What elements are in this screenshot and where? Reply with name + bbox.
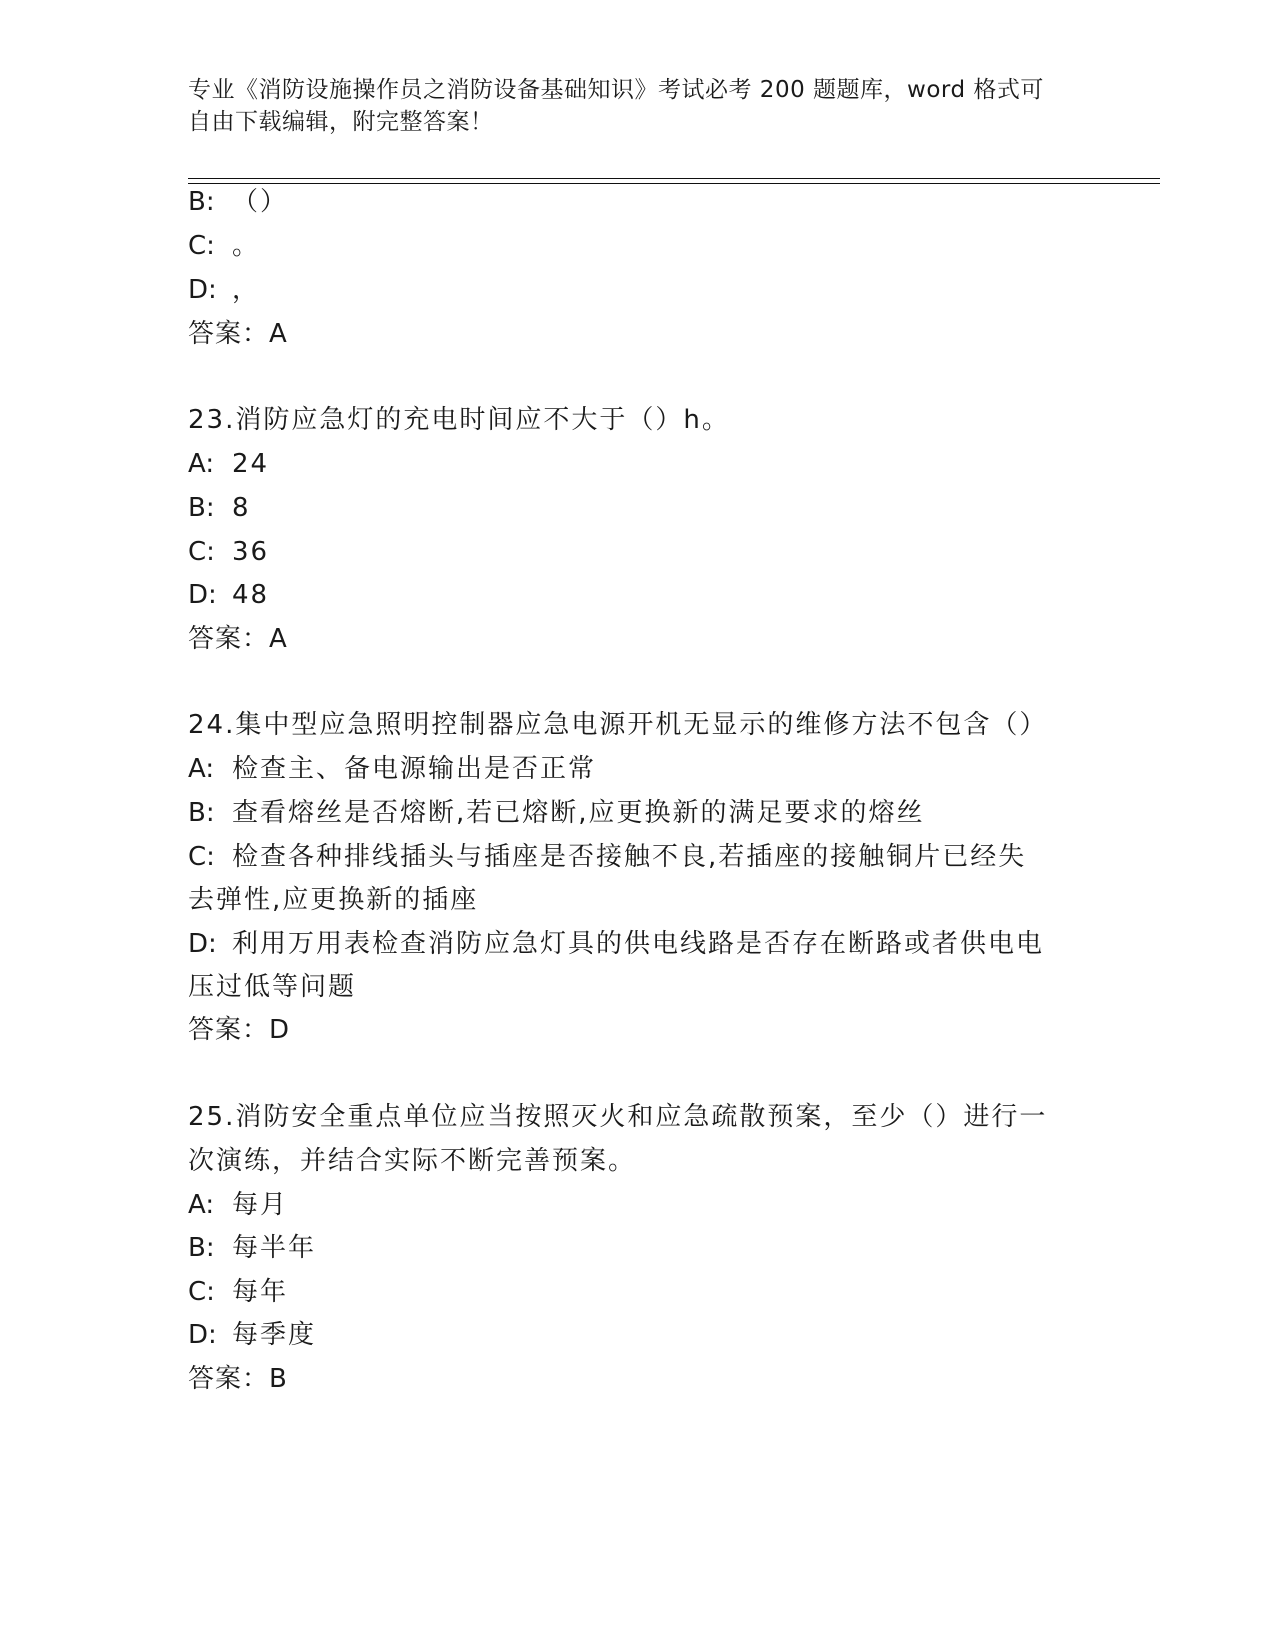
q24-answer: 答案：D	[188, 1015, 291, 1045]
header-divider-bottom	[188, 183, 1160, 184]
option-text: 8	[232, 493, 251, 523]
option-text: 48	[232, 580, 270, 610]
option-label: A:	[188, 754, 215, 784]
option-label: C:	[188, 537, 215, 567]
option-text: 36	[232, 537, 270, 567]
option-label: C:	[188, 842, 215, 872]
header-divider-top	[188, 178, 1160, 179]
q25-stem-continued: 次演练，并结合实际不断完善预案。	[188, 1146, 637, 1176]
option-text: 检查各种排线插头与插座是否接触不良,若插座的接触铜片已经失	[232, 842, 1027, 872]
q25-option-b	[188, 1231, 316, 1265]
q24-option-d	[188, 927, 1044, 961]
q25-stem: 25.消防安全重点单位应当按照灭火和应急疏散预案，至少（）进行一	[188, 1102, 1048, 1132]
q22-option-d	[188, 273, 260, 307]
option-label: D:	[188, 275, 217, 305]
q23-option-c	[188, 535, 269, 569]
option-text: （）	[232, 187, 289, 217]
q24-option-a	[188, 752, 596, 786]
q22-answer: 答案：A	[188, 319, 288, 349]
option-text: 24	[232, 449, 270, 479]
option-text: 查看熔丝是否熔断,若已熔断,应更换新的满足要求的熔丝	[232, 798, 925, 828]
option-text: 。	[232, 231, 261, 261]
option-label: D:	[188, 580, 217, 610]
header-line-1: 专业《消防设施操作员之消防设备基础知识》考试必考 200 题题库，word 格式可	[188, 77, 1044, 103]
option-text: 检查主、备电源输出是否正常	[232, 754, 597, 784]
q23-option-a	[188, 447, 269, 481]
option-label: C:	[188, 1277, 215, 1307]
q22-option-b	[188, 185, 288, 219]
q24-stem: 24.集中型应急照明控制器应急电源开机无显示的维修方法不包含（）	[188, 710, 1048, 740]
q25-option-c	[188, 1275, 288, 1309]
option-label: B:	[188, 1233, 215, 1263]
q25-option-a	[188, 1188, 288, 1222]
option-label: B:	[188, 493, 215, 523]
header-line-2: 自由下载编辑，附完整答案！	[188, 109, 494, 135]
q23-option-d	[188, 578, 269, 612]
option-label: D:	[188, 929, 217, 959]
q25-option-d	[188, 1318, 316, 1352]
q23-option-b	[188, 491, 251, 525]
q24-option-c	[188, 840, 1026, 874]
option-text: ，	[232, 275, 261, 305]
q23-stem: 23.消防应急灯的充电时间应不大于（）h。	[188, 405, 730, 435]
q23-answer: 答案：A	[188, 624, 288, 654]
option-label: A:	[188, 1190, 215, 1220]
q24-option-d-continued: 压过低等问题	[188, 972, 357, 1002]
q24-option-b	[188, 796, 925, 830]
option-text: 利用万用表检查消防应急灯具的供电线路是否存在断路或者供电电	[232, 929, 1045, 959]
option-label: D:	[188, 1320, 217, 1350]
option-label: A:	[188, 449, 215, 479]
option-text: 每半年	[232, 1233, 317, 1263]
option-text: 每月	[232, 1190, 289, 1220]
option-label: B:	[188, 187, 215, 217]
option-text: 每年	[232, 1277, 289, 1307]
option-text: 每季度	[232, 1320, 317, 1350]
q24-option-c-continued: 去弹性,应更换新的插座	[188, 885, 479, 915]
option-label: C:	[188, 231, 215, 261]
option-label: B:	[188, 798, 215, 828]
q22-option-c	[188, 229, 260, 263]
q25-answer: 答案：B	[188, 1364, 288, 1394]
document-header	[188, 74, 1088, 138]
